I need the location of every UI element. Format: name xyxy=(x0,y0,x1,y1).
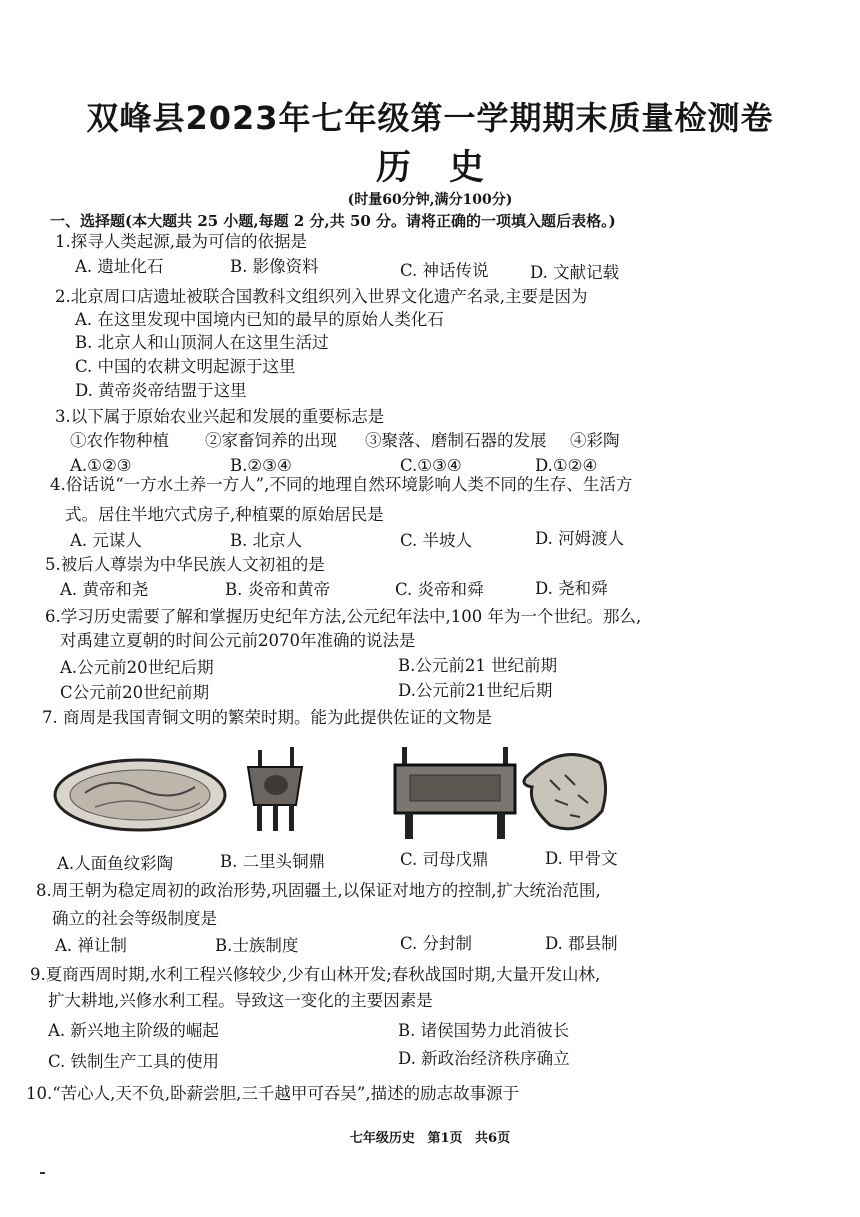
q3-item-4: ④彩陶 xyxy=(570,431,620,450)
page-footer xyxy=(0,1127,860,1146)
q9-option-b: B. 诸侯国势力此消彼长 xyxy=(398,1021,570,1040)
q6-option-a: A.公元前20世纪后期 xyxy=(60,658,214,677)
erlitou-bronze-ding-image xyxy=(248,747,302,831)
oracle-bone-image xyxy=(524,754,606,828)
scan-speck xyxy=(40,1172,45,1174)
q7-option-c: C. 司母戊鼎 xyxy=(400,850,489,869)
painted-pottery-basin-image xyxy=(55,760,225,830)
question-6-stem-line2: 对禹建立夏朝的时间公元前2070年准确的说法是 xyxy=(60,631,416,650)
q3-option-c: C.①③④ xyxy=(400,456,462,475)
q9-option-d: D. 新政治经济秩序确立 xyxy=(398,1049,570,1068)
q6-option-d: D.公元前21世纪后期 xyxy=(398,681,553,700)
q6-option-b: B.公元前21 世纪前期 xyxy=(398,656,558,675)
q2-option-b: B. 北京人和山顶洞人在这里生活过 xyxy=(75,333,329,352)
q7-option-d: D. 甲骨文 xyxy=(545,849,618,868)
q1-option-a: A. 遗址化石 xyxy=(75,257,164,276)
q5-option-c: C. 炎帝和舜 xyxy=(395,580,484,599)
q9-option-c: C. 铁制生产工具的使用 xyxy=(48,1052,220,1071)
q3-item-3: ③聚落、磨制石器的发展 xyxy=(365,431,547,450)
q8-option-a: A. 禅让制 xyxy=(55,936,127,955)
q5-option-d: D. 尧和舜 xyxy=(535,579,608,598)
q5-option-a: A. 黄帝和尧 xyxy=(60,580,149,599)
footer-page-number: 第1页 xyxy=(427,1131,463,1146)
q2-option-c: C. 中国的农耕文明起源于这里 xyxy=(75,357,296,376)
q3-option-a: A.①②③ xyxy=(70,456,132,475)
question-6-stem-line1: 6.学习历史需要了解和掌握历史纪年方法,公元纪年法中,100 年为一个世纪。那么, xyxy=(45,607,642,626)
question-3-stem: 3.以下属于原始农业兴起和发展的重要标志是 xyxy=(55,407,385,426)
q1-option-d: D. 文献记载 xyxy=(530,263,620,282)
q4-option-c: C. 半坡人 xyxy=(400,531,473,550)
houmuwu-ding-image xyxy=(395,747,515,839)
q3-option-d: D.①②④ xyxy=(535,456,598,475)
q1-option-c: C. 神话传说 xyxy=(400,261,489,280)
question-2-stem: 2.北京周口店遗址被联合国教科文组织列入世界文化遗产名录,主要是因为 xyxy=(55,287,588,306)
q7-artifact-images xyxy=(50,745,610,845)
q2-option-d: D. 黄帝炎帝结盟于这里 xyxy=(75,381,247,400)
time-score-note: (时量60分钟,满分100分) xyxy=(347,192,513,208)
question-5-stem: 5.被后人尊崇为中华民族人文初祖的是 xyxy=(45,555,325,574)
question-4-stem-line2: 式。居住半地穴式房子,种植粟的原始居民是 xyxy=(65,505,384,524)
q3-item-1: ①农作物种植 xyxy=(70,431,169,450)
q5-option-b: B. 炎帝和黄帝 xyxy=(225,580,331,599)
footer-total-pages: 共6页 xyxy=(475,1131,511,1146)
q2-option-a: A. 在这里发现中国境内已知的最早的原始人类化石 xyxy=(75,310,444,329)
subject-title: 历史 xyxy=(375,148,522,188)
q3-item-2: ②家畜饲养的出现 xyxy=(205,431,337,450)
q6-option-c: C公元前20世纪前期 xyxy=(60,683,210,702)
q3-option-b: B.②③④ xyxy=(230,456,292,475)
section-heading: 一、选择题(本大题共 25 小题,每题 2 分,共 50 分。请将正确的一项填入题后表格。) xyxy=(50,212,616,230)
q4-option-d: D. 河姆渡人 xyxy=(535,529,625,548)
exam-title: 双峰县2023年七年级第一学期期末质量检测卷 xyxy=(86,99,774,137)
q7-option-a: A.人面鱼纹彩陶 xyxy=(57,854,174,873)
q4-option-b: B. 北京人 xyxy=(230,531,303,550)
question-9-stem-line2: 扩大耕地,兴修水利工程。导致这一变化的主要因素是 xyxy=(48,991,433,1010)
footer-grade-subject: 七年级历史 xyxy=(349,1131,415,1146)
question-4-stem-line1: 4.俗话说“一方水土养一方人”,不同的地理自然环境影响人类不同的生存、生活方 xyxy=(50,475,633,494)
q9-option-a: A. 新兴地主阶级的崛起 xyxy=(48,1021,219,1040)
question-7-stem: 7. 商周是我国青铜文明的繁荣时期。能为此提供佐证的文物是 xyxy=(42,708,492,727)
q7-option-b: B. 二里头铜鼎 xyxy=(220,852,326,871)
q1-option-b: B. 影像资料 xyxy=(230,257,319,276)
question-8-stem-line2: 确立的社会等级制度是 xyxy=(52,909,217,928)
q8-option-c: C. 分封制 xyxy=(400,934,473,953)
q8-option-d: D. 郡县制 xyxy=(545,934,618,953)
question-10-stem: 10.“苦心人,天不负,卧薪尝胆,三千越甲可吞吴”,描述的励志故事源于 xyxy=(26,1084,520,1103)
question-9-stem-line1: 9.夏商西周时期,水利工程兴修较少,少有山林开发;春秋战国时期,大量开发山林, xyxy=(30,965,601,984)
question-8-stem-line1: 8.周王朝为稳定周初的政治形势,巩固疆土,以保证对地方的控制,扩大统治范围, xyxy=(36,881,601,900)
q8-option-b: B.士族制度 xyxy=(215,936,299,955)
q4-option-a: A. 元谋人 xyxy=(70,531,142,550)
question-1-stem: 1.探寻人类起源,最为可信的依据是 xyxy=(55,232,307,251)
